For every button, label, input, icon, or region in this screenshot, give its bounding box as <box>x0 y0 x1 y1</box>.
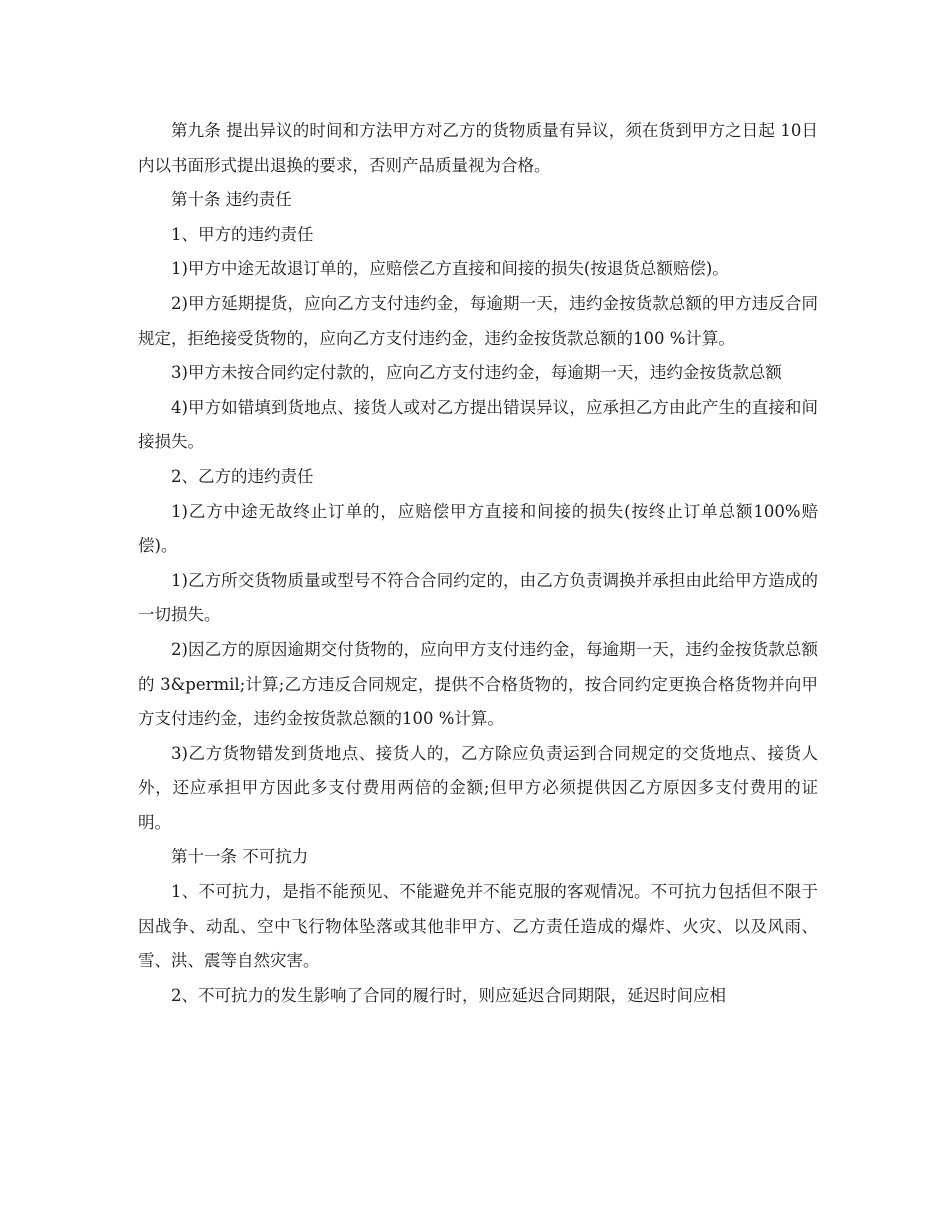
article-9-paragraph: 第九条 提出异议的时间和方法甲方对乙方的货物质量有异议，须在货到甲方之日起 10日内以书面形式提出退换的要求，否则产品质量视为合格。 <box>138 121 818 175</box>
party-b-clause-2: 2)因乙方的原因逾期交付货物的，应向甲方支付违约金，每逾期一天，违约金按货款总额的 3&permil;计算;乙方违反合同规定，提供不合格货物的，按合同约定更换合格货物并向甲方支付违约金，违约金按货款总额的100 %计算。 <box>138 639 818 729</box>
party-a-clause-4: 4)甲方如错填到货地点、接货人或对乙方提出错误异议，应承担乙方由此产生的直接和间接损失。 <box>138 397 818 452</box>
party-b-liability-heading: 2、乙方的违约责任 <box>171 466 314 486</box>
party-a-clause-3: 3)甲方未按合同约定付款的，应向乙方支付违约金，每逾期一天，违约金按货款总额 <box>171 363 782 383</box>
party-b-clause-1a: 1)乙方中途无故终止订单的，应赔偿甲方直接和间接的损失(按终止订单总额100%赔偿)。 <box>138 501 818 556</box>
party-a-clause-1: 1)甲方中途无故退订单的，应赔偿乙方直接和间接的损失(按退货总额赔偿)。 <box>171 259 729 279</box>
force-majeure-clause-2: 2、不可抗力的发生影响了合同的履行时，则应延迟合同期限，延迟时间应相 <box>171 985 726 1005</box>
party-a-liability-heading: 1、甲方的违约责任 <box>171 224 314 244</box>
party-b-clause-3: 3)乙方货物错发到货地点、接货人的，乙方除应负责运到合同规定的交货地点、接货人外，还应承担甲方因此多支付费用两倍的金额;但甲方必须提供因乙方原因多支付费用的证明。 <box>138 743 818 832</box>
party-a-clause-2: 2)甲方延期提货，应向乙方支付违约金，每逾期一天，违约金按货款总额的甲方违反合同规定，拒绝接受货物的，应向乙方支付违约金，违约金按货款总额的100 %计算。 <box>138 293 818 348</box>
article-11-heading: 第十一条 不可抗力 <box>171 847 309 867</box>
force-majeure-clause-1: 1、不可抗力，是指不能预见、不能避免并不能克服的客观情况。不可抗力包括但不限于因战争、动乱、空中飞行物体坠落或其他非甲方、乙方责任造成的爆炸、火灾、以及风雨、雪、洪、震等自然灾害。 <box>138 882 818 971</box>
party-b-clause-1b: 1)乙方所交货物质量或型号不符合合同约定的，由乙方负责调换并承担由此给甲方造成的一切损失。 <box>138 570 818 625</box>
document-body <box>138 114 818 1013</box>
article-10-heading: 第十条 违约责任 <box>171 190 292 210</box>
